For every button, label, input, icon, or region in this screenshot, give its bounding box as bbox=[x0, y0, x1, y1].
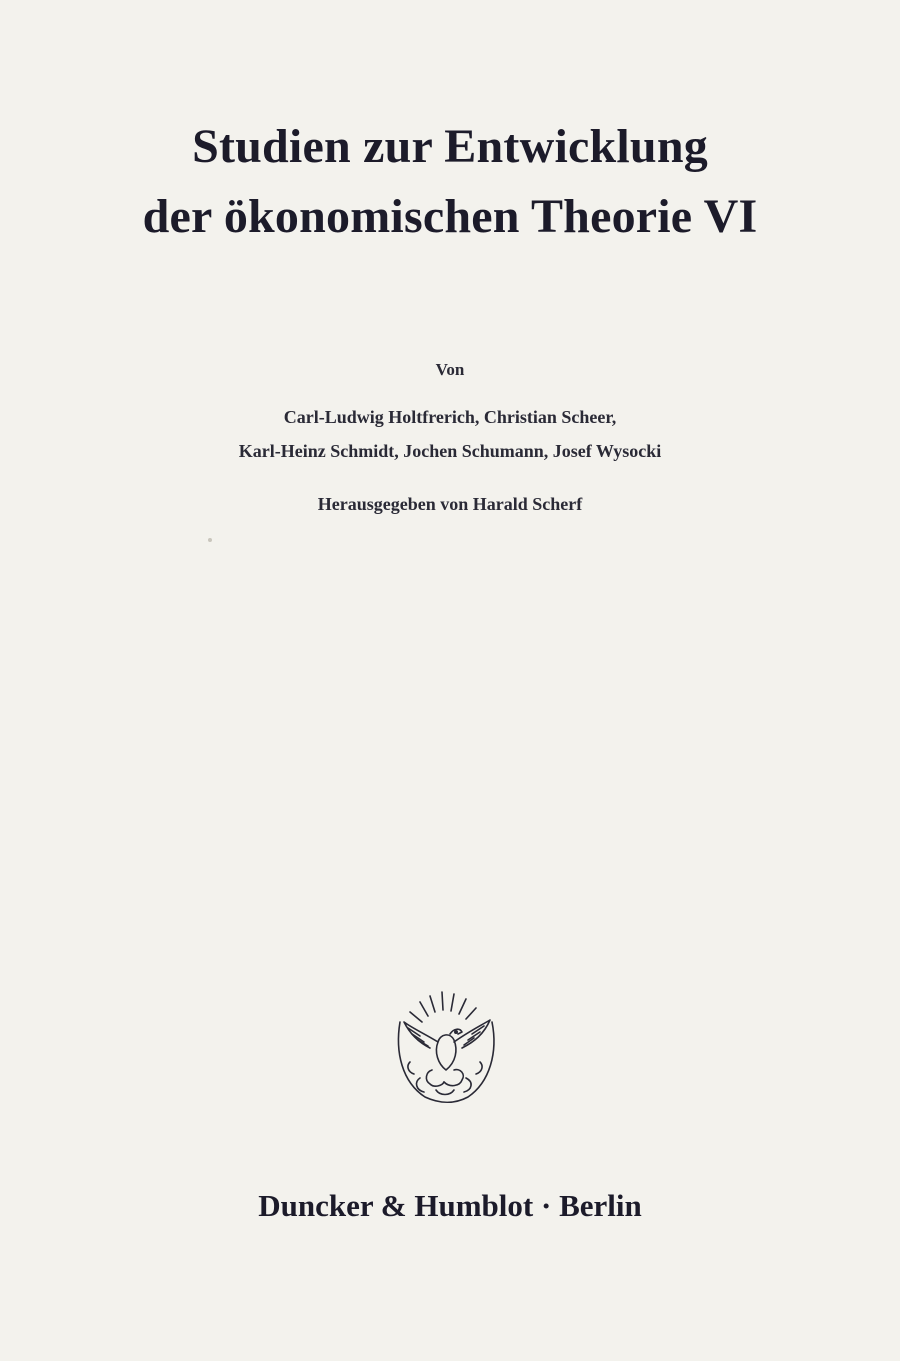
authors-line-2: Karl-Heinz Schmidt, Jochen Schumann, Josef Wysocki bbox=[238, 441, 662, 461]
editor-credit: Herausgegeben von Harald Scherf bbox=[317, 494, 583, 514]
by-label: Von bbox=[435, 360, 465, 379]
book-title bbox=[0, 112, 900, 252]
paper-speck bbox=[208, 538, 212, 542]
eagle-emblem-graphic bbox=[380, 982, 510, 1112]
authors-list bbox=[0, 400, 900, 468]
book-title-line-1: Studien zur Entwicklung bbox=[192, 120, 708, 173]
authors-line-1: Carl-Ludwig Holtfrerich, Christian Scheer, bbox=[283, 407, 617, 427]
publisher-eagle-emblem-icon bbox=[380, 982, 510, 1112]
publisher-imprint: Duncker & Humblot · Berlin bbox=[258, 1188, 642, 1223]
book-title-line-2: der ökonomischen Theorie VI bbox=[142, 190, 758, 243]
